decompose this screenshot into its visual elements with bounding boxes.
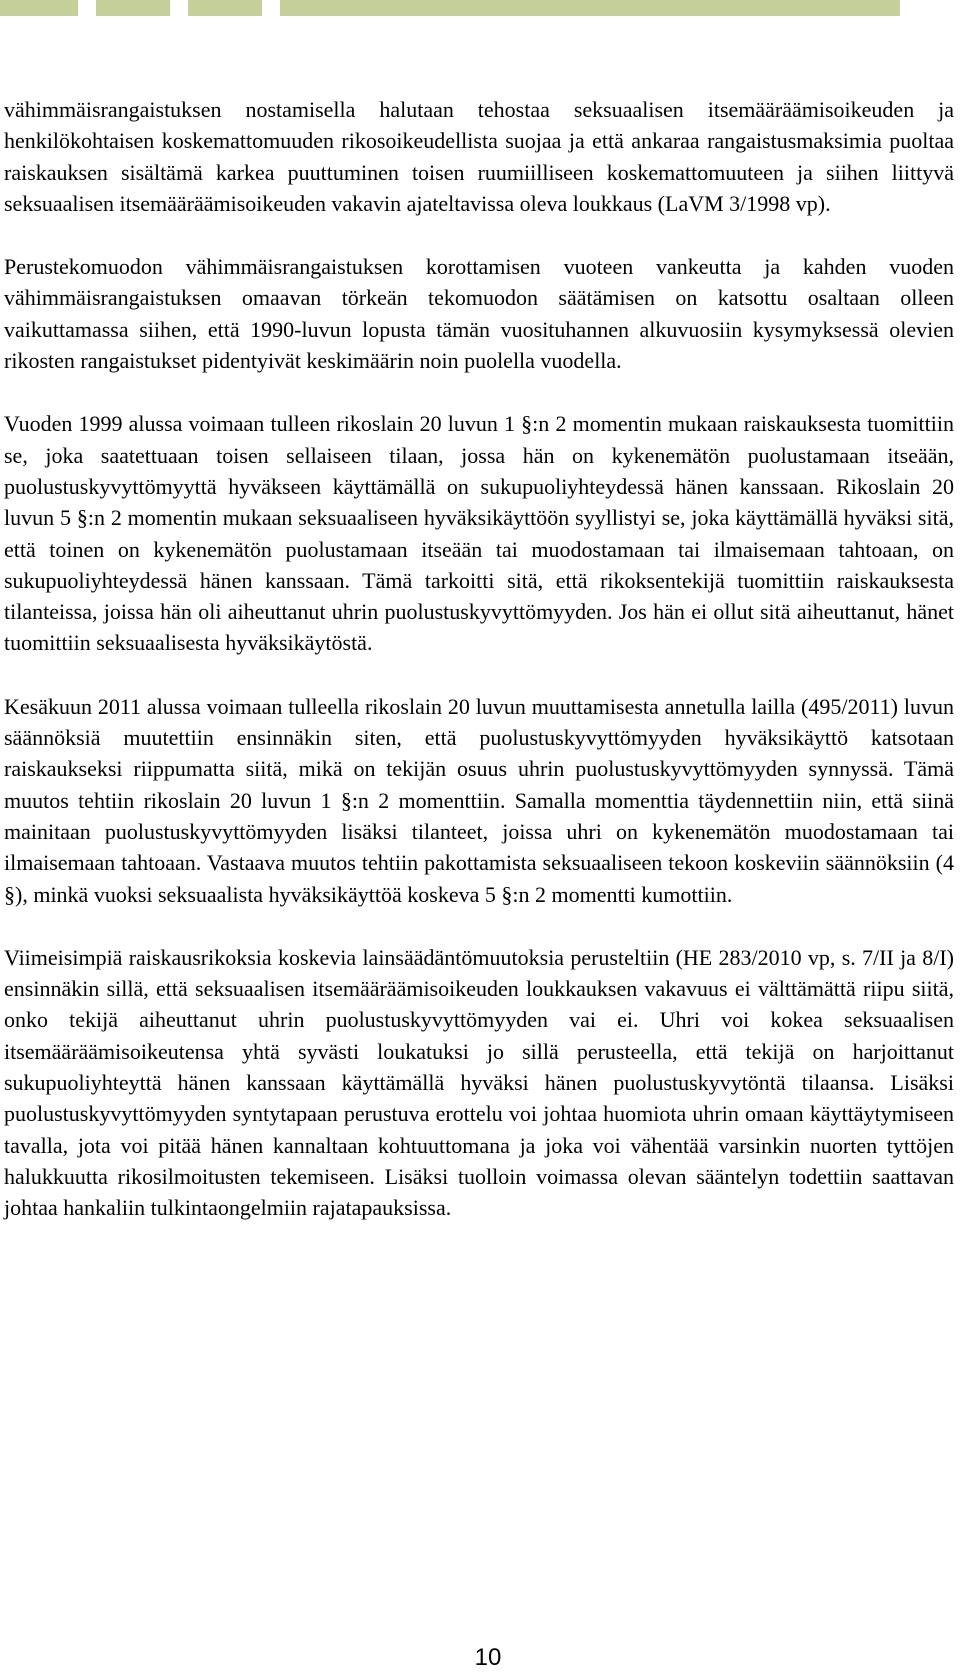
paragraph: Viimeisimpiä raiskausrikoksia koskevia lainsäädäntömuutoksia perusteltiin (HE 283/2010 vp, s. 7/II ja 8/I) ensinnäkin sillä, että seksuaalisen itsemääräämisoikeuden loukkauksen vakavuus ei välttämättä riipu siitä, onko tekijä aiheuttanut uhrin puolustuskyvyttömyyden vai ei. Uhri voi kokea seksuaalisen itsemääräämisoikeutensa yhtä syvästi loukatuksi jo sillä perusteella, että tekijä on harjoittanut sukupuoliyhteyttä hänen kanssaan käyttämällä hyväksi hänen puolustuskyvytöntä tilaansa. Lisäksi puolustuskyvyttömyyden syntytapaan perustuva erottelu voi johtaa huomiota uhrin omaan käyttäytymiseen tavalla, jota voi pitää hänen kannaltaan kohtuuttomana ja joka voi vähentää varsinkin nuorten tyttöjen halukkuutta rikosilmoitusten tekemiseen. Lisäksi tuolloin voimassa olevan sääntelyn todettiin saattavan johtaa hankaliin tulkintaongelmiin rajatapauksissa. (4, 944, 954, 1221)
header-bar (188, 0, 262, 16)
header-bar (0, 0, 78, 16)
header-bar (280, 0, 900, 16)
page-number: 10 (474, 1644, 502, 1671)
paragraph: Vuoden 1999 alussa voimaan tulleen rikoslain 20 luvun 1 §:n 2 momentin mukaan raiskauksesta tuomittiin se, joka saatettuaan toisen sellaiseen tilaan, jossa hän on kykenemätön puolustamaan itseään, puolustuskyvyttömyyttä hyväkseen käyttämällä on sukupuoliyhteydessä hänen kanssaan. Rikoslain 20 luvun 5 §:n 2 momentin mukaan seksuaaliseen hyväksikäyttöön syyllistyi se, joka käyttämällä hyväksi sitä, että toinen on kykenemätön puolustamaan itseään tai muodostamaan tai ilmaisemaan tahtoaan, on sukupuoliyhteydessä hänen kanssaan. Tämä tarkoitti sitä, että rikoksentekijä tuomittiin raiskauksesta tilanteissa, joissa hän oli aiheuttanut uhrin puolustuskyvyttömyyden. Jos hän ei ollut sitä aiheuttanut, hänet tuomittiin seksuaalisesta hyväksikäytöstä. (4, 411, 954, 656)
paragraph: vähimmäisrangaistuksen nostamisella halutaan tehostaa seksuaalisen itsemääräämisoikeuden ja henkilökohtaisen koskemattomuuden rikosoikeudellista suojaa ja että ankaraa rangaistusmaksimia puoltaa raiskauksen sisältämä karkea puuttuminen toisen ruumiilliseen koskemattomuuteen ja siihen liittyvä seksuaalisen itsemääräämisoikeuden vakavin ajateltavissa oleva loukkaus (LaVM 3/1998 vp). (4, 97, 954, 216)
header-decoration (0, 0, 960, 16)
document-body (4, 94, 954, 1224)
paragraph: Kesäkuun 2011 alussa voimaan tulleella rikoslain 20 luvun muuttamisesta annetulla lailla (495/2011) luvun säännöksiä muutettiin ensinnäkin siten, että puolustuskyvyttömyyden hyväksikäyttö katsotaan raiskaukseksi riippumatta siitä, mikä on tekijän osuus uhrin puolustuskyvyttömyyden synnyssä. Tämä muutos tehtiin rikoslain 20 luvun 1 §:n 2 momenttiin. Samalla momenttia täydennettiin niin, että siinä mainitaan puolustuskyvyttömyyden lisäksi tilanteet, joissa uhri on kykenemätön muodostamaan tai ilmaisemaan tahtoaan. Vastaava muutos tehtiin pakottamista seksuaaliseen tekoon koskeviin säännöksiin (4 §), minkä vuoksi seksuaalista hyväksikäyttöä koskeva 5 §:n 2 momentti kumottiin. (4, 693, 954, 907)
header-bar (96, 0, 170, 16)
paragraph: Perustekomuodon vähimmäisrangaistuksen korottamisen vuoteen vankeutta ja kahden vuoden vähimmäisrangaistuksen omaavan törkeän tekomuodon säätämisen on katsottu osaltaan olleen vaikuttamassa siihen, että 1990-luvun lopusta tämän vuosituhannen alkuvuosiin kysymyksessä olevien rikosten rangaistukset pidentyivät keskimäärin noin puolella vuodella. (4, 254, 954, 374)
